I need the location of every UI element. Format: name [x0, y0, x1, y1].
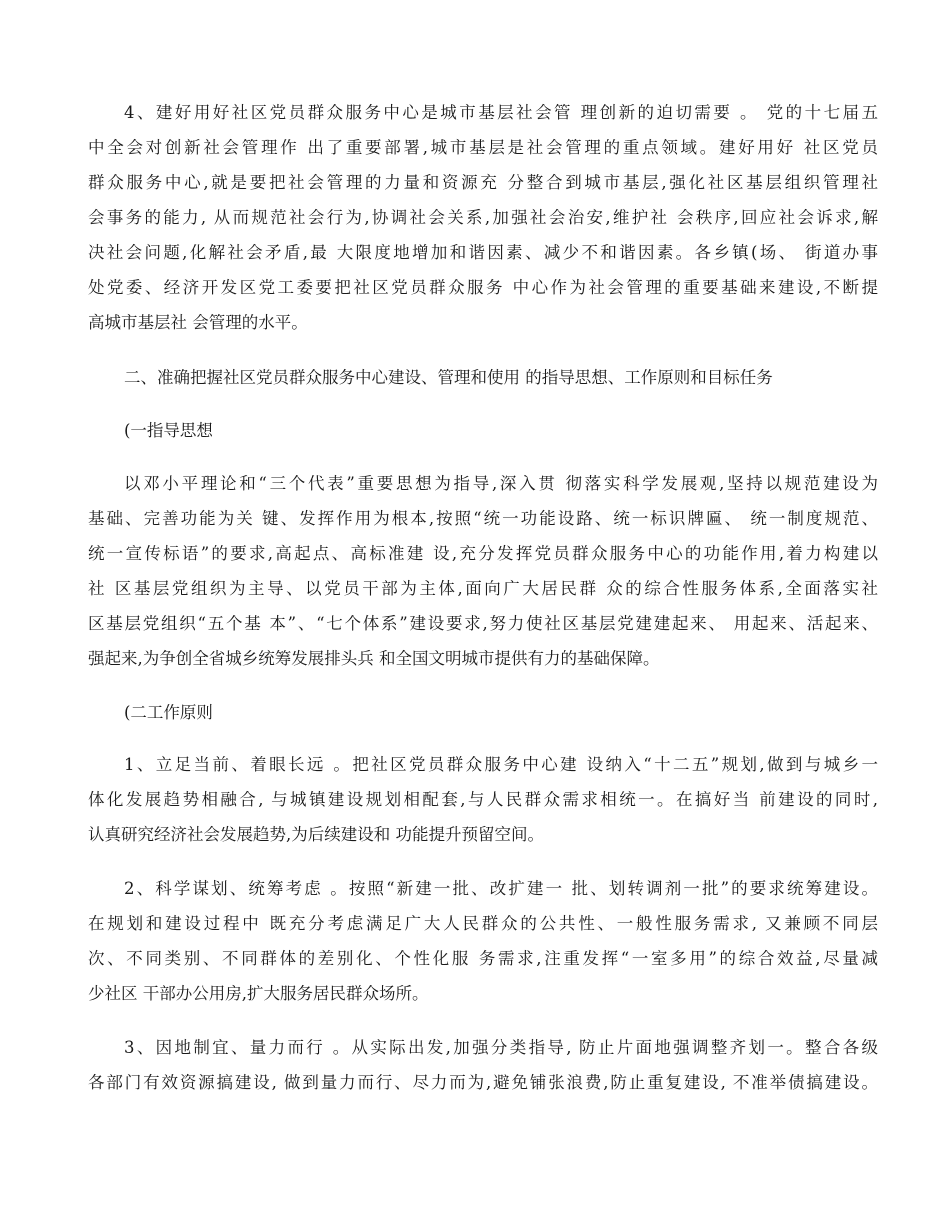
text-line: 在规划和建设过程中 既充分考虑满足广大人民群众的公共性、一般性服务需求, 又兼顾不同层	[88, 914, 878, 933]
text-line: 统一宣传标语”的要求,高起点、高标准建 设,充分发挥党员群众服务中心的功能作用,着力构建以	[88, 544, 878, 563]
text-line: 以邓小平理论和“三个代表”重要思想为指导,深入贯 彻落实科学发展观,坚持以规范建设为	[124, 474, 878, 493]
text-line: 基础、完善功能为关 键、发挥作用为根本,按照“统一功能设路、统一标识牌匾、 统一制度规范、	[88, 509, 878, 528]
section-heading-text: 二、准确把握社区党员群众服务中心建设、管理和使用 的指导思想、工作原则和目标任务	[124, 368, 773, 387]
text-line: 1、立足当前、着眼长远 。把社区党员群众服务中心建 设纳入“十二五”规划,做到与城乡一	[124, 755, 878, 774]
text-line: 会事务的能力, 从而规范社会行为,协调社会关系,加强社会治安,维护社 会秩序,回应社会诉求,解	[88, 208, 878, 227]
text-line: 区基层党组织“五个基 本”、“七个体系”建设要求,努力使社区基层党建建起来、 用起来、活起来、	[88, 614, 878, 633]
paragraph-principle-1	[88, 747, 878, 852]
paragraph-principle-3	[88, 1030, 878, 1100]
text-line: 高城市基层社 会管理的水平。	[88, 313, 308, 332]
text-line: 中全会对创新社会管理作 出了重要部署,城市基层是社会管理的重点领域。建好用好 社区党员	[88, 138, 878, 157]
subheading-guiding-thought	[88, 413, 878, 448]
subheading-text: (一指导思想	[124, 421, 213, 440]
text-line: 次、不同类别、不同群体的差别化、个性化服 务需求,注重发挥“一室多用”的综合效益,尽量减	[88, 949, 878, 968]
text-line: 决社会问题,化解社会矛盾,最 大限度地增加和谐因素、减少不和谐因素。各乡镇(场、 街道办事	[88, 243, 878, 262]
text-line: 认真研究经济社会发展趋势,为后续建设和 功能提升预留空间。	[88, 825, 544, 844]
text-line: 社 区基层党组织为主导、以党员干部为主体,面向广大居民群 众的综合性服务体系,全面落实社	[88, 579, 878, 598]
subheading-work-principles	[88, 695, 878, 730]
text-line: 4、建好用好社区党员群众服务中心是城市基层社会管 理创新的迫切需要 。 党的十七届五	[124, 103, 878, 122]
text-line: 处党委、经济开发区党工委要把社区党员群众服务 中心作为社会管理的重要基础来建设,不断提	[88, 278, 878, 297]
text-line: 少社区 干部办公用房,扩大服务居民群众场所。	[88, 984, 429, 1003]
text-line: 强起来,为争创全省城乡统筹发展排头兵 和全国文明城市提供有力的基础保障。	[88, 649, 660, 668]
text-line: 2、科学谋划、统筹考虑 。按照“新建一批、改扩建一 批、划转调剂一批”的要求统筹建设。	[124, 879, 878, 898]
text-line: 各部门有效资源搞建设, 做到量力而行、尽力而为,避免铺张浪费,防止重复建设, 不准举债搞建设。	[88, 1073, 878, 1092]
section-heading	[88, 360, 878, 395]
text-line: 群众服务中心,就是要把社会管理的力量和资源充 分整合到城市基层,强化社区基层组织管理社	[88, 173, 878, 192]
subheading-text: (二工作原则	[124, 703, 213, 722]
paragraph-community-center-management	[88, 95, 878, 340]
text-line: 3、因地制宜、量力而行 。从实际出发,加强分类指导, 防止片面地强调整齐划一。整合各级	[124, 1038, 878, 1057]
text-line: 体化发展趋势相融合, 与城镇建设规划相配套,与人民群众需求相统一。在搞好当 前建设的同时,	[88, 790, 878, 809]
paragraph-principle-2	[88, 871, 878, 1011]
paragraph-guiding-thought	[88, 466, 878, 676]
